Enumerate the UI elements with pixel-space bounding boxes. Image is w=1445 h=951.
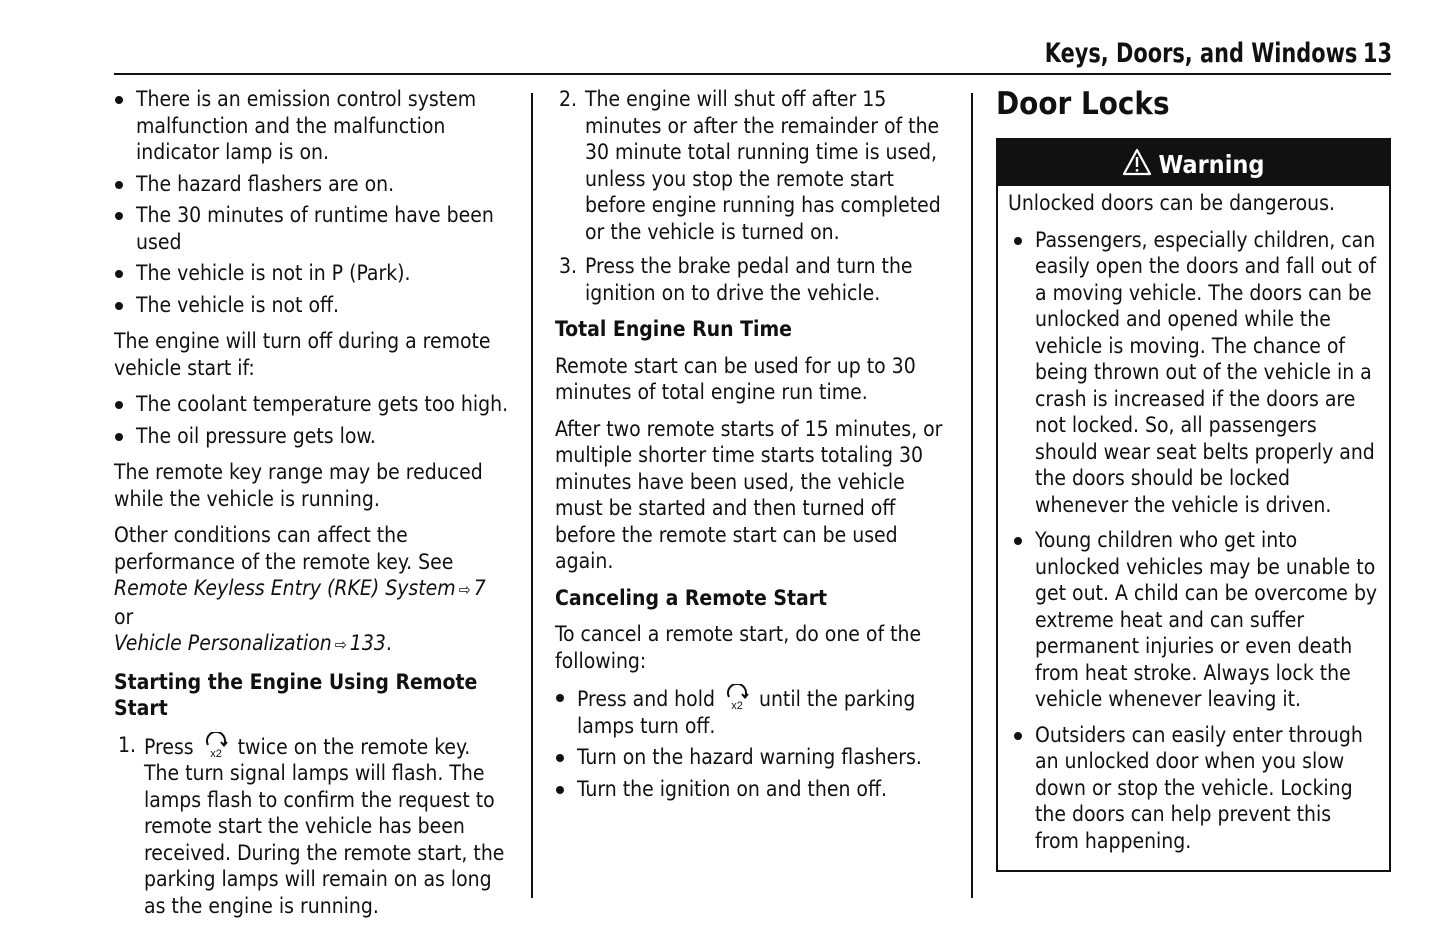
warning-list (1008, 227, 1379, 855)
list-item: The vehicle is not off. (114, 292, 509, 319)
rke-page-ref[interactable]: 7 (473, 576, 486, 600)
period: . (385, 631, 392, 655)
warning-label: Warning (1158, 150, 1265, 179)
paragraph-key-range: The remote key range may be reduced while the vehicle is running. (114, 460, 483, 511)
turn-off-conditions-list (114, 391, 509, 449)
step-text: Press the brake pedal and turn the ignition on to drive the vehicle. (585, 254, 913, 305)
svg-text:x2: x2 (209, 747, 222, 760)
rke-system-link[interactable]: Remote Keyless Entry (RKE) System (114, 576, 456, 600)
step-text: The engine will shut off after 15 minutes or after the remainder of the 30 minute total running time is used, unless you stop the remote start before engine running has completed or the vehicle is turned on. (585, 87, 941, 244)
header-rule (114, 73, 1391, 75)
list-item-text: Press and hold (577, 687, 715, 711)
stop-conditions-list (114, 86, 509, 318)
list-item: There is an emission control system malfunction and the malfunction indicator lamp is on. (114, 86, 509, 166)
step-text: twice on the remote key. The turn signal lamps will flash. The lamps flash to confirm the request to remote start the vehicle has been received. During the remote start, the parking lamps will remain on as long as the engine is running. (144, 734, 505, 918)
list-item: The 30 minutes of runtime have been used (114, 202, 509, 255)
warning-body (998, 186, 1389, 854)
step-number: 2. (559, 87, 578, 111)
list-item (555, 253, 947, 306)
or-text: or (114, 604, 134, 629)
list-item (114, 732, 509, 920)
warning-triangle-icon (1122, 148, 1152, 176)
list-item: Passengers, especially children, can easily open the doors and fall out of a moving vehicle. The doors can be unlocked and opened while the vehicle is moving. The chance of being thrown out of the vehicle in a crash is increased if the doors are not locked. So, all passengers should wear seat belts properly and the doors should be locked whenever the vehicle is driven. (1008, 227, 1379, 519)
subheading-total-run-time: Total Engine Run Time (555, 317, 792, 341)
svg-text:x2: x2 (731, 700, 743, 712)
step-number: 3. (559, 254, 578, 278)
warning-header (998, 140, 1389, 186)
page-reference-arrow-icon: ⇨ (334, 635, 347, 654)
step-text: Press (144, 734, 194, 759)
step-number: 1. (118, 732, 137, 757)
paragraph-after-two-starts: After two remote starts of 15 minutes, or multiple shorter time starts totaling 30 minutes have been used, the vehicle must be started and then turned off before the remote start can be used again. (555, 416, 943, 573)
column-1 (114, 86, 509, 929)
paragraph-other-conditions (114, 522, 509, 659)
paragraph-text: Other conditions can affect the performance of the remote key. See (114, 523, 454, 574)
remote-start-x2-icon (202, 732, 230, 760)
column-3 (996, 86, 1391, 872)
page-reference-arrow-icon: ⇨ (458, 580, 471, 599)
list-item: Turn the ignition on and then off. (555, 776, 947, 803)
start-steps-list-continued (555, 86, 947, 306)
section-header-title: Keys, Doors, and Windows (1044, 38, 1358, 69)
column-divider-2 (971, 93, 973, 898)
cancel-options-list (555, 684, 947, 802)
list-item (555, 684, 947, 739)
list-item: The vehicle is not in P (Park). (114, 260, 509, 287)
vehicle-personalization-link[interactable]: Vehicle Personalization (114, 631, 332, 655)
paragraph-cancel: To cancel a remote start, do one of the following: (555, 622, 922, 673)
list-item: The coolant temperature gets too high. (114, 391, 509, 418)
list-item: The oil pressure gets low. (114, 423, 509, 450)
vp-page-ref[interactable]: 133 (349, 631, 386, 655)
remote-start-x2-icon (723, 684, 751, 712)
list-item: Outsiders can easily enter through an unlocked door when you slow down or stop the vehicle. Locking the doors can help prevent this from happening. (1008, 722, 1379, 855)
list-item: Young children who get into unlocked vehicles may be unable to get out. A child can be overcome by extreme heat and can suffer permanent injuries or even death from heat stroke. Always lock the vehicle whenever leaving it. (1008, 527, 1379, 713)
column-2 (555, 86, 947, 812)
list-item (555, 86, 947, 245)
start-steps-list (114, 732, 509, 920)
section-title: Door Locks (996, 86, 1170, 122)
list-item: Turn on the hazard warning flashers. (555, 744, 947, 771)
list-item-text: until the parking lamps turn off. (577, 687, 916, 738)
paragraph-total-run-time: Remote start can be used for up to 30 minutes of total engine run time. (555, 353, 916, 404)
warning-intro: Unlocked doors can be dangerous. (1008, 191, 1335, 215)
subheading-starting-engine: Starting the Engine Using Remote Start (114, 669, 478, 720)
page-number: 13 (1362, 38, 1392, 69)
paragraph-turn-off: The engine will turn off during a remote vehicle start if: (114, 329, 491, 380)
column-divider-1 (531, 93, 533, 898)
warning-box (996, 138, 1391, 872)
subheading-canceling: Canceling a Remote Start (555, 585, 828, 610)
list-item: The hazard flashers are on. (114, 171, 509, 198)
